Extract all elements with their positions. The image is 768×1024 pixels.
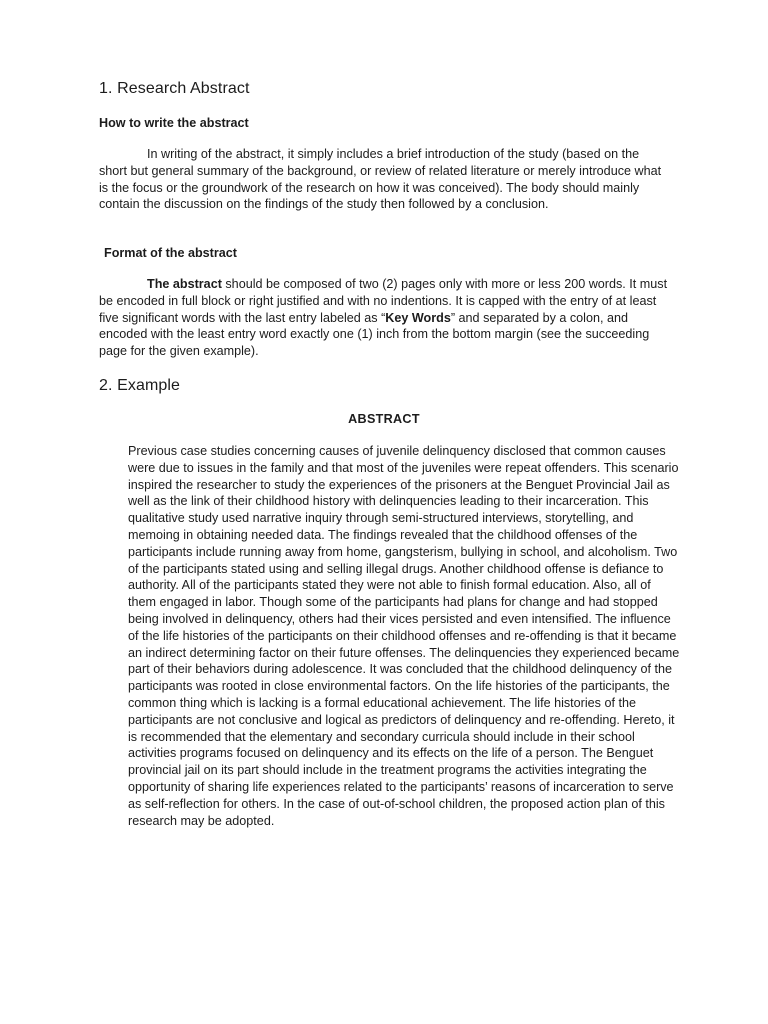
section-heading-example: 2. Example: [99, 377, 181, 394]
format-text-part2: ” and separated by a colon, and encoded with the least entry word exactly one (1) inch from the bottom margin (see the succeeding page for the given example).: [99, 310, 650, 359]
subheading-how-to-write: How to write the abstract: [99, 116, 249, 130]
format-text-part1: should be composed of two (2) pages only with more or less 200 words. It must be encoded in full block or right justified and with no indentions. It is capped with the entry of at least five significant words with the last entry labeled as “: [99, 277, 668, 325]
format-key-words-bold: Key Words: [385, 310, 451, 325]
section-heading-research-abstract: 1. Research Abstract: [99, 80, 250, 97]
abstract-title: ABSTRACT: [348, 412, 420, 426]
format-paragraph: [99, 276, 669, 360]
how-to-paragraph: [99, 146, 669, 213]
abstract-body: Previous case studies concerning causes of juvenile delinquency disclosed that common causes were due to issues in the family and that most of the juveniles were repeat offenders. This scenario inspired the researcher to study the experiences of the prisoners at the Benguet Provincial Jail as well as the link of their childhood history with delinquencies leading to their incarceration. This qualitative study used narrative inquiry through semi-structured interviews, storytelling, and memoing in obtaining needed data. The findings revealed that the childhood offenses of the participants include running away from home, gangsterism, bullying in school, and alcoholism. Two of the participants stated using and selling illegal drugs. Another childhood offense is defiance to authority. All of the participants stated they were not able to finish formal education. Also, all of them engaged in labor. Though some of the participants had plans for change and had stopped being involved in delinquency, others had their vices persisted and even intensified. The influence of the life histories of the participants on their childhood offenses and re-offending is that it became an indirect determining factor on their future offenses. The delinquencies they experienced became part of their behaviors during adolescence. It was concluded that the childhood delinquency of the participants was rooted in close environmental factors. On the life histories of the participants, the common thing which is lacking is a formal educational achievement. The life histories of the participants are not conclusive and logical as predictors of delinquency and re-offending. Hereto, it is recommended that the elementary and secondary curricula should include in their school activities programs focused on delinquency and its effects on the life of a person. The Benguet provincial jail on its part should include in the treatment programs the activities integrating the opportunity of sharing life experiences related to the participants’ reasons of incarceration to serve as self-reflection for others. In the case of out-of-school children, the proposed action plan of this research may be adopted.: [128, 444, 680, 828]
how-to-text: In writing of the abstract, it simply includes a brief introduction of the study (based on the short but general summary of the background, or review of related literature or merely introduce what is the focus or the groundwork of the research on how it was conceived). The body should mainly contain the discussion on the findings of the study then followed by a conclusion.: [99, 147, 662, 212]
format-lead-bold: The abstract: [147, 277, 222, 291]
subheading-format: Format of the abstract: [104, 246, 237, 260]
